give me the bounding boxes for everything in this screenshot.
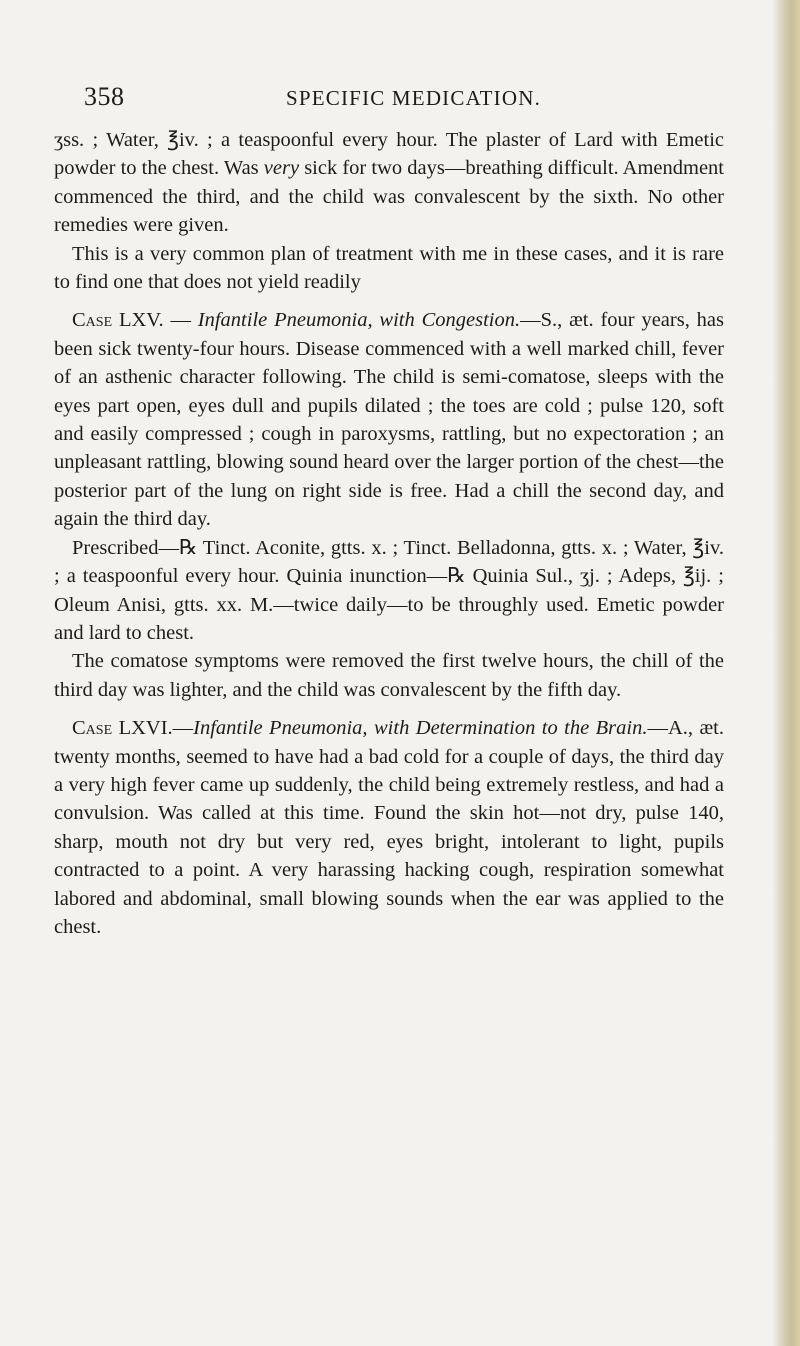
case-number: Case LXVI. — [72, 717, 173, 740]
text-run: —A., æt. twenty months, seemed to have had a bad cold for a couple of days, the third day a very high fever came up suddenly, the child being extremely restless, and had a convulsion. Was called at this time. Found the skin hot—not dry, pulse 140, sharp, mouth not dry but very red, eyes bright, intolerant to light, pupils contracted to a point. A very harassing hacking cough, respiration somewhat labored and abdominal, small blowing sounds when the ear was applied to the chest. — [54, 717, 724, 938]
page-edge-shadow — [772, 0, 800, 1346]
text-run: ʒss. ; Water, ℥iv. ; a teaspoonful every hour. The plaster of Lard with Emetic powder to the chest. Was — [54, 129, 724, 180]
italic-text: Infantile Pneumonia, with Determination to the Brain. — [193, 717, 648, 740]
text-run: — — [163, 309, 198, 332]
paragraph-case-lxv-intro — [54, 306, 724, 533]
case-number: Case LXV. — [72, 309, 164, 332]
paragraph-gap — [54, 296, 724, 306]
paragraph-case-lxvi — [54, 714, 724, 941]
italic-text: very — [263, 157, 300, 180]
running-head: SPECIFIC MEDICATION. — [286, 86, 542, 110]
text-run: sick for two days—breathing difficult. Amendment commenced the third, and the child was convalescent by the sixth. No other remedies were given. — [54, 157, 724, 237]
paragraph-remark — [54, 240, 724, 297]
paragraph-continuation — [54, 126, 724, 240]
paragraph-case-lxv-outcome — [54, 647, 724, 704]
text-run: The comatose symptoms were removed the first twelve hours, the chill of the third day was lighter, and the child was convalescent by the fifth day. — [54, 650, 724, 701]
paragraph-gap — [54, 704, 724, 714]
text-run: This is a very common plan of treatment with me in these cases, and it is rare to find one that does not yield readily — [54, 242, 724, 294]
page-header — [84, 82, 724, 112]
page-number: 358 — [84, 82, 125, 111]
text-run: Prescribed—℞ Tinct. Aconite, gtts. x. ; Tinct. Belladonna, gtts. x. ; Water, ℥iv. ; a teaspoonful every hour. Quinia inunction—℞ Quinia Sul., ʒj. ; Adeps, ℥ij. ; Oleum Anisi, gtts. xx. M.—twice daily—to be throughly used. Emetic powder and lard to chest. — [54, 536, 724, 644]
paragraph-case-lxv-prescription — [54, 534, 724, 648]
text-run: — — [172, 717, 194, 740]
text-run: —S., æt. four years, has been sick twenty-four hours. Disease commenced with a well marked chill, fever of an asthenic character following. The child is semi-comatose, sleeps with the eyes part open, eyes dull and pupils dilated ; the toes are cold ; pulse 120, soft and easily compressed ; cough in paroxysms, rattling, but no expectoration ; an unpleasant rattling, blowing sound heard over the larger portion of the chest—the posterior part of the lung on right side is free. Had a chill the second day, and again the third day. — [54, 309, 724, 531]
body-text — [54, 126, 724, 941]
italic-text: Infantile Pneumonia, with Congestion. — [197, 309, 521, 332]
